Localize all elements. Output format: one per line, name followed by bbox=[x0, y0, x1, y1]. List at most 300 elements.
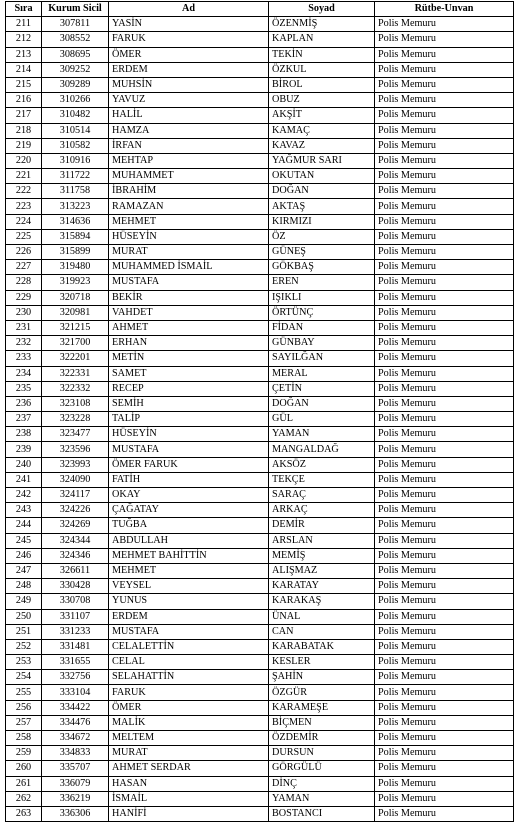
table-row bbox=[6, 746, 514, 761]
cell-rutbe-unvan: Polis Memuru bbox=[375, 366, 514, 381]
cell-ad: AHMET bbox=[109, 320, 269, 335]
cell-ad: HALİL bbox=[109, 108, 269, 123]
cell-rutbe-unvan: Polis Memuru bbox=[375, 776, 514, 791]
cell-kurum-sicil: 324346 bbox=[42, 548, 109, 563]
cell-soyad: MANGALDAĞ bbox=[269, 442, 375, 457]
cell-ad: CELAL bbox=[109, 655, 269, 670]
cell-kurum-sicil: 310582 bbox=[42, 138, 109, 153]
table-row bbox=[6, 412, 514, 427]
cell-rutbe-unvan: Polis Memuru bbox=[375, 806, 514, 821]
cell-sira: 221 bbox=[6, 169, 42, 184]
cell-ad: FARUK bbox=[109, 32, 269, 47]
cell-ad: MEHMET bbox=[109, 214, 269, 229]
cell-ad: YAVUZ bbox=[109, 93, 269, 108]
cell-ad: TALİP bbox=[109, 412, 269, 427]
cell-sira: 246 bbox=[6, 548, 42, 563]
cell-ad: YUNUS bbox=[109, 594, 269, 609]
cell-rutbe-unvan: Polis Memuru bbox=[375, 412, 514, 427]
cell-ad: RECEP bbox=[109, 381, 269, 396]
cell-kurum-sicil: 334476 bbox=[42, 715, 109, 730]
table-row bbox=[6, 700, 514, 715]
cell-soyad: ARKAÇ bbox=[269, 503, 375, 518]
cell-soyad: KAMAÇ bbox=[269, 123, 375, 138]
cell-soyad: ÖZKUL bbox=[269, 62, 375, 77]
cell-ad: MELTEM bbox=[109, 731, 269, 746]
cell-rutbe-unvan: Polis Memuru bbox=[375, 260, 514, 275]
cell-ad: İRFAN bbox=[109, 138, 269, 153]
cell-sira: 258 bbox=[6, 731, 42, 746]
cell-ad: ÇAĞATAY bbox=[109, 503, 269, 518]
cell-rutbe-unvan: Polis Memuru bbox=[375, 229, 514, 244]
cell-rutbe-unvan: Polis Memuru bbox=[375, 457, 514, 472]
table-row bbox=[6, 685, 514, 700]
cell-sira: 235 bbox=[6, 381, 42, 396]
cell-soyad: OBUZ bbox=[269, 93, 375, 108]
cell-rutbe-unvan: Polis Memuru bbox=[375, 320, 514, 335]
table-row bbox=[6, 488, 514, 503]
cell-ad: SEMİH bbox=[109, 396, 269, 411]
cell-ad: SAMET bbox=[109, 366, 269, 381]
cell-soyad: DEMİR bbox=[269, 518, 375, 533]
cell-ad: MALİK bbox=[109, 715, 269, 730]
cell-kurum-sicil: 324117 bbox=[42, 488, 109, 503]
cell-ad: ÖMER bbox=[109, 700, 269, 715]
table-row bbox=[6, 791, 514, 806]
cell-soyad: KESLER bbox=[269, 655, 375, 670]
cell-kurum-sicil: 331107 bbox=[42, 609, 109, 624]
table-row bbox=[6, 655, 514, 670]
cell-ad: ÖMER FARUK bbox=[109, 457, 269, 472]
cell-ad: FATİH bbox=[109, 472, 269, 487]
cell-rutbe-unvan: Polis Memuru bbox=[375, 199, 514, 214]
cell-kurum-sicil: 332756 bbox=[42, 670, 109, 685]
cell-soyad: DURSUN bbox=[269, 746, 375, 761]
cell-ad: MUHAMMED İSMAİL bbox=[109, 260, 269, 275]
column-header-soyad: Soyad bbox=[269, 2, 375, 17]
cell-ad: ÖMER bbox=[109, 47, 269, 62]
cell-sira: 256 bbox=[6, 700, 42, 715]
cell-soyad: ÜNAL bbox=[269, 609, 375, 624]
cell-soyad: ÖZDEMİR bbox=[269, 731, 375, 746]
column-header-sira: Sıra bbox=[6, 2, 42, 17]
table-row bbox=[6, 533, 514, 548]
cell-sira: 240 bbox=[6, 457, 42, 472]
cell-rutbe-unvan: Polis Memuru bbox=[375, 108, 514, 123]
cell-rutbe-unvan: Polis Memuru bbox=[375, 396, 514, 411]
cell-sira: 261 bbox=[6, 776, 42, 791]
cell-soyad: YAMAN bbox=[269, 791, 375, 806]
cell-ad: AHMET SERDAR bbox=[109, 761, 269, 776]
cell-ad: ERHAN bbox=[109, 336, 269, 351]
cell-kurum-sicil: 321215 bbox=[42, 320, 109, 335]
cell-ad: HÜSEYİN bbox=[109, 229, 269, 244]
cell-kurum-sicil: 324090 bbox=[42, 472, 109, 487]
cell-ad: MUSTAFA bbox=[109, 624, 269, 639]
cell-soyad: GÜNEŞ bbox=[269, 245, 375, 260]
cell-kurum-sicil: 324269 bbox=[42, 518, 109, 533]
cell-kurum-sicil: 323477 bbox=[42, 427, 109, 442]
cell-kurum-sicil: 322332 bbox=[42, 381, 109, 396]
cell-sira: 262 bbox=[6, 791, 42, 806]
column-header-rutbe-unvan: Rütbe-Unvan bbox=[375, 2, 514, 17]
cell-rutbe-unvan: Polis Memuru bbox=[375, 336, 514, 351]
cell-kurum-sicil: 324226 bbox=[42, 503, 109, 518]
cell-sira: 232 bbox=[6, 336, 42, 351]
cell-ad: MUHSİN bbox=[109, 77, 269, 92]
cell-ad: SELAHATTİN bbox=[109, 670, 269, 685]
cell-soyad: YAĞMUR SARI bbox=[269, 153, 375, 168]
cell-rutbe-unvan: Polis Memuru bbox=[375, 123, 514, 138]
cell-kurum-sicil: 336219 bbox=[42, 791, 109, 806]
cell-ad: VEYSEL bbox=[109, 579, 269, 594]
cell-kurum-sicil: 310482 bbox=[42, 108, 109, 123]
table-row bbox=[6, 47, 514, 62]
cell-soyad: IŞIKLI bbox=[269, 290, 375, 305]
cell-soyad: AKŞİT bbox=[269, 108, 375, 123]
table-row bbox=[6, 199, 514, 214]
cell-ad: ABDULLAH bbox=[109, 533, 269, 548]
cell-rutbe-unvan: Polis Memuru bbox=[375, 579, 514, 594]
cell-sira: 236 bbox=[6, 396, 42, 411]
cell-sira: 243 bbox=[6, 503, 42, 518]
cell-rutbe-unvan: Polis Memuru bbox=[375, 624, 514, 639]
cell-kurum-sicil: 335707 bbox=[42, 761, 109, 776]
cell-soyad: TEKÇE bbox=[269, 472, 375, 487]
cell-sira: 215 bbox=[6, 77, 42, 92]
cell-soyad: AKTAŞ bbox=[269, 199, 375, 214]
cell-rutbe-unvan: Polis Memuru bbox=[375, 715, 514, 730]
cell-sira: 247 bbox=[6, 563, 42, 578]
cell-soyad: DOĞAN bbox=[269, 396, 375, 411]
table-row bbox=[6, 214, 514, 229]
cell-rutbe-unvan: Polis Memuru bbox=[375, 47, 514, 62]
cell-kurum-sicil: 322201 bbox=[42, 351, 109, 366]
cell-sira: 227 bbox=[6, 260, 42, 275]
cell-sira: 217 bbox=[6, 108, 42, 123]
cell-kurum-sicil: 336079 bbox=[42, 776, 109, 791]
cell-ad: YASİN bbox=[109, 17, 269, 32]
cell-ad: MUHAMMET bbox=[109, 169, 269, 184]
cell-rutbe-unvan: Polis Memuru bbox=[375, 305, 514, 320]
cell-rutbe-unvan: Polis Memuru bbox=[375, 609, 514, 624]
cell-kurum-sicil: 319480 bbox=[42, 260, 109, 275]
cell-soyad: ÇETİN bbox=[269, 381, 375, 396]
cell-rutbe-unvan: Polis Memuru bbox=[375, 351, 514, 366]
cell-kurum-sicil: 334422 bbox=[42, 700, 109, 715]
cell-kurum-sicil: 313223 bbox=[42, 199, 109, 214]
table-row bbox=[6, 229, 514, 244]
cell-kurum-sicil: 323228 bbox=[42, 412, 109, 427]
cell-kurum-sicil: 315894 bbox=[42, 229, 109, 244]
cell-ad: METİN bbox=[109, 351, 269, 366]
cell-kurum-sicil: 334833 bbox=[42, 746, 109, 761]
table-row bbox=[6, 670, 514, 685]
cell-sira: 239 bbox=[6, 442, 42, 457]
cell-soyad: DOĞAN bbox=[269, 184, 375, 199]
cell-soyad: SAYILĞAN bbox=[269, 351, 375, 366]
cell-ad: MURAT bbox=[109, 746, 269, 761]
table-row bbox=[6, 290, 514, 305]
cell-kurum-sicil: 324344 bbox=[42, 533, 109, 548]
cell-kurum-sicil: 308552 bbox=[42, 32, 109, 47]
cell-sira: 238 bbox=[6, 427, 42, 442]
cell-sira: 225 bbox=[6, 229, 42, 244]
cell-rutbe-unvan: Polis Memuru bbox=[375, 670, 514, 685]
table-row bbox=[6, 715, 514, 730]
cell-kurum-sicil: 315899 bbox=[42, 245, 109, 260]
cell-ad: İBRAHİM bbox=[109, 184, 269, 199]
cell-sira: 259 bbox=[6, 746, 42, 761]
cell-kurum-sicil: 323596 bbox=[42, 442, 109, 457]
table-row bbox=[6, 17, 514, 32]
cell-sira: 219 bbox=[6, 138, 42, 153]
table-row bbox=[6, 609, 514, 624]
cell-sira: 250 bbox=[6, 609, 42, 624]
table-row bbox=[6, 776, 514, 791]
cell-soyad: KARAKAŞ bbox=[269, 594, 375, 609]
cell-sira: 220 bbox=[6, 153, 42, 168]
table-row bbox=[6, 503, 514, 518]
cell-kurum-sicil: 322331 bbox=[42, 366, 109, 381]
table-row bbox=[6, 32, 514, 47]
cell-soyad: GÜL bbox=[269, 412, 375, 427]
cell-kurum-sicil: 320718 bbox=[42, 290, 109, 305]
table-row bbox=[6, 62, 514, 77]
table-row bbox=[6, 93, 514, 108]
table-row bbox=[6, 305, 514, 320]
cell-kurum-sicil: 308695 bbox=[42, 47, 109, 62]
cell-soyad: SARAÇ bbox=[269, 488, 375, 503]
cell-kurum-sicil: 326611 bbox=[42, 563, 109, 578]
cell-soyad: BOSTANCI bbox=[269, 806, 375, 821]
table-row bbox=[6, 563, 514, 578]
cell-rutbe-unvan: Polis Memuru bbox=[375, 639, 514, 654]
table-row bbox=[6, 153, 514, 168]
table-row bbox=[6, 108, 514, 123]
table-row bbox=[6, 427, 514, 442]
table-row bbox=[6, 320, 514, 335]
cell-rutbe-unvan: Polis Memuru bbox=[375, 169, 514, 184]
cell-kurum-sicil: 311758 bbox=[42, 184, 109, 199]
cell-ad: HASAN bbox=[109, 776, 269, 791]
cell-sira: 222 bbox=[6, 184, 42, 199]
cell-sira: 244 bbox=[6, 518, 42, 533]
cell-soyad: EREN bbox=[269, 275, 375, 290]
cell-soyad: KARAMEŞE bbox=[269, 700, 375, 715]
table-row bbox=[6, 624, 514, 639]
cell-kurum-sicil: 310514 bbox=[42, 123, 109, 138]
cell-sira: 216 bbox=[6, 93, 42, 108]
cell-soyad: ARSLAN bbox=[269, 533, 375, 548]
cell-soyad: KAVAZ bbox=[269, 138, 375, 153]
cell-rutbe-unvan: Polis Memuru bbox=[375, 93, 514, 108]
cell-sira: 213 bbox=[6, 47, 42, 62]
cell-sira: 234 bbox=[6, 366, 42, 381]
cell-kurum-sicil: 319923 bbox=[42, 275, 109, 290]
cell-ad: RAMAZAN bbox=[109, 199, 269, 214]
cell-rutbe-unvan: Polis Memuru bbox=[375, 153, 514, 168]
cell-rutbe-unvan: Polis Memuru bbox=[375, 594, 514, 609]
cell-sira: 257 bbox=[6, 715, 42, 730]
cell-sira: 241 bbox=[6, 472, 42, 487]
cell-ad: MEHMET BAHİTTİN bbox=[109, 548, 269, 563]
cell-soyad: CAN bbox=[269, 624, 375, 639]
cell-rutbe-unvan: Polis Memuru bbox=[375, 184, 514, 199]
cell-rutbe-unvan: Polis Memuru bbox=[375, 17, 514, 32]
cell-kurum-sicil: 307811 bbox=[42, 17, 109, 32]
cell-rutbe-unvan: Polis Memuru bbox=[375, 275, 514, 290]
cell-soyad: ÖZGÜR bbox=[269, 685, 375, 700]
cell-kurum-sicil: 330708 bbox=[42, 594, 109, 609]
column-header-ad: Ad bbox=[109, 2, 269, 17]
cell-kurum-sicil: 331481 bbox=[42, 639, 109, 654]
cell-soyad: GÜNBAY bbox=[269, 336, 375, 351]
cell-sira: 260 bbox=[6, 761, 42, 776]
cell-sira: 245 bbox=[6, 533, 42, 548]
cell-sira: 229 bbox=[6, 290, 42, 305]
table-row bbox=[6, 366, 514, 381]
table-row bbox=[6, 336, 514, 351]
table-row bbox=[6, 731, 514, 746]
cell-sira: 252 bbox=[6, 639, 42, 654]
cell-rutbe-unvan: Polis Memuru bbox=[375, 731, 514, 746]
cell-sira: 253 bbox=[6, 655, 42, 670]
cell-soyad: AKSÖZ bbox=[269, 457, 375, 472]
cell-rutbe-unvan: Polis Memuru bbox=[375, 488, 514, 503]
cell-sira: 230 bbox=[6, 305, 42, 320]
table-row bbox=[6, 169, 514, 184]
cell-sira: 237 bbox=[6, 412, 42, 427]
cell-soyad: ALIŞMAZ bbox=[269, 563, 375, 578]
cell-ad: MUSTAFA bbox=[109, 275, 269, 290]
cell-rutbe-unvan: Polis Memuru bbox=[375, 563, 514, 578]
cell-kurum-sicil: 310916 bbox=[42, 153, 109, 168]
cell-rutbe-unvan: Polis Memuru bbox=[375, 381, 514, 396]
cell-sira: 254 bbox=[6, 670, 42, 685]
cell-kurum-sicil: 309289 bbox=[42, 77, 109, 92]
personnel-table bbox=[5, 1, 514, 822]
table-body bbox=[6, 17, 514, 822]
cell-rutbe-unvan: Polis Memuru bbox=[375, 214, 514, 229]
cell-rutbe-unvan: Polis Memuru bbox=[375, 761, 514, 776]
table-row bbox=[6, 260, 514, 275]
cell-kurum-sicil: 321700 bbox=[42, 336, 109, 351]
cell-soyad: KARATAY bbox=[269, 579, 375, 594]
table-row bbox=[6, 761, 514, 776]
cell-kurum-sicil: 309252 bbox=[42, 62, 109, 77]
cell-ad: MUSTAFA bbox=[109, 442, 269, 457]
cell-soyad: ÖZ bbox=[269, 229, 375, 244]
cell-ad: FARUK bbox=[109, 685, 269, 700]
cell-kurum-sicil: 314636 bbox=[42, 214, 109, 229]
cell-ad: İSMAİL bbox=[109, 791, 269, 806]
table-row bbox=[6, 442, 514, 457]
cell-rutbe-unvan: Polis Memuru bbox=[375, 655, 514, 670]
cell-rutbe-unvan: Polis Memuru bbox=[375, 472, 514, 487]
cell-soyad: YAMAN bbox=[269, 427, 375, 442]
cell-ad: CELALETTİN bbox=[109, 639, 269, 654]
cell-rutbe-unvan: Polis Memuru bbox=[375, 442, 514, 457]
cell-soyad: ŞAHİN bbox=[269, 670, 375, 685]
table-row bbox=[6, 548, 514, 563]
cell-kurum-sicil: 333104 bbox=[42, 685, 109, 700]
cell-rutbe-unvan: Polis Memuru bbox=[375, 32, 514, 47]
cell-ad: BEKİR bbox=[109, 290, 269, 305]
cell-ad: ERDEM bbox=[109, 609, 269, 624]
cell-soyad: ÖRTÜNÇ bbox=[269, 305, 375, 320]
cell-soyad: MERAL bbox=[269, 366, 375, 381]
cell-soyad: BİROL bbox=[269, 77, 375, 92]
cell-sira: 218 bbox=[6, 123, 42, 138]
table-row bbox=[6, 351, 514, 366]
cell-soyad: MEMİŞ bbox=[269, 548, 375, 563]
cell-soyad: KAPLAN bbox=[269, 32, 375, 47]
cell-soyad: KIRMIZI bbox=[269, 214, 375, 229]
table-row bbox=[6, 77, 514, 92]
cell-ad: HÜSEYİN bbox=[109, 427, 269, 442]
cell-ad: TUĞBA bbox=[109, 518, 269, 533]
cell-ad: HANİFİ bbox=[109, 806, 269, 821]
cell-sira: 242 bbox=[6, 488, 42, 503]
cell-rutbe-unvan: Polis Memuru bbox=[375, 77, 514, 92]
cell-sira: 226 bbox=[6, 245, 42, 260]
cell-rutbe-unvan: Polis Memuru bbox=[375, 746, 514, 761]
cell-sira: 212 bbox=[6, 32, 42, 47]
cell-soyad: DİNÇ bbox=[269, 776, 375, 791]
table-row bbox=[6, 396, 514, 411]
cell-kurum-sicil: 320981 bbox=[42, 305, 109, 320]
table-row bbox=[6, 518, 514, 533]
cell-sira: 228 bbox=[6, 275, 42, 290]
cell-rutbe-unvan: Polis Memuru bbox=[375, 700, 514, 715]
cell-rutbe-unvan: Polis Memuru bbox=[375, 245, 514, 260]
cell-sira: 255 bbox=[6, 685, 42, 700]
cell-soyad: BİÇMEN bbox=[269, 715, 375, 730]
cell-kurum-sicil: 331655 bbox=[42, 655, 109, 670]
cell-kurum-sicil: 310266 bbox=[42, 93, 109, 108]
table-row bbox=[6, 594, 514, 609]
header-row bbox=[6, 2, 514, 17]
cell-sira: 251 bbox=[6, 624, 42, 639]
cell-soyad: OKUTAN bbox=[269, 169, 375, 184]
table-row bbox=[6, 245, 514, 260]
cell-ad: MEHMET bbox=[109, 563, 269, 578]
cell-ad: VAHDET bbox=[109, 305, 269, 320]
cell-ad: OKAY bbox=[109, 488, 269, 503]
table-row bbox=[6, 381, 514, 396]
table-row bbox=[6, 184, 514, 199]
table-row bbox=[6, 472, 514, 487]
cell-rutbe-unvan: Polis Memuru bbox=[375, 503, 514, 518]
column-header-kurum-sicil: Kurum Sicil bbox=[42, 2, 109, 17]
cell-sira: 231 bbox=[6, 320, 42, 335]
cell-rutbe-unvan: Polis Memuru bbox=[375, 685, 514, 700]
cell-soyad: GÖRGÜLÜ bbox=[269, 761, 375, 776]
cell-soyad: ÖZENMİŞ bbox=[269, 17, 375, 32]
cell-kurum-sicil: 331233 bbox=[42, 624, 109, 639]
cell-rutbe-unvan: Polis Memuru bbox=[375, 518, 514, 533]
cell-sira: 249 bbox=[6, 594, 42, 609]
cell-kurum-sicil: 323108 bbox=[42, 396, 109, 411]
cell-rutbe-unvan: Polis Memuru bbox=[375, 138, 514, 153]
cell-sira: 248 bbox=[6, 579, 42, 594]
table-row bbox=[6, 275, 514, 290]
cell-ad: MURAT bbox=[109, 245, 269, 260]
table-row bbox=[6, 123, 514, 138]
cell-rutbe-unvan: Polis Memuru bbox=[375, 791, 514, 806]
cell-sira: 211 bbox=[6, 17, 42, 32]
cell-ad: MEHTAP bbox=[109, 153, 269, 168]
